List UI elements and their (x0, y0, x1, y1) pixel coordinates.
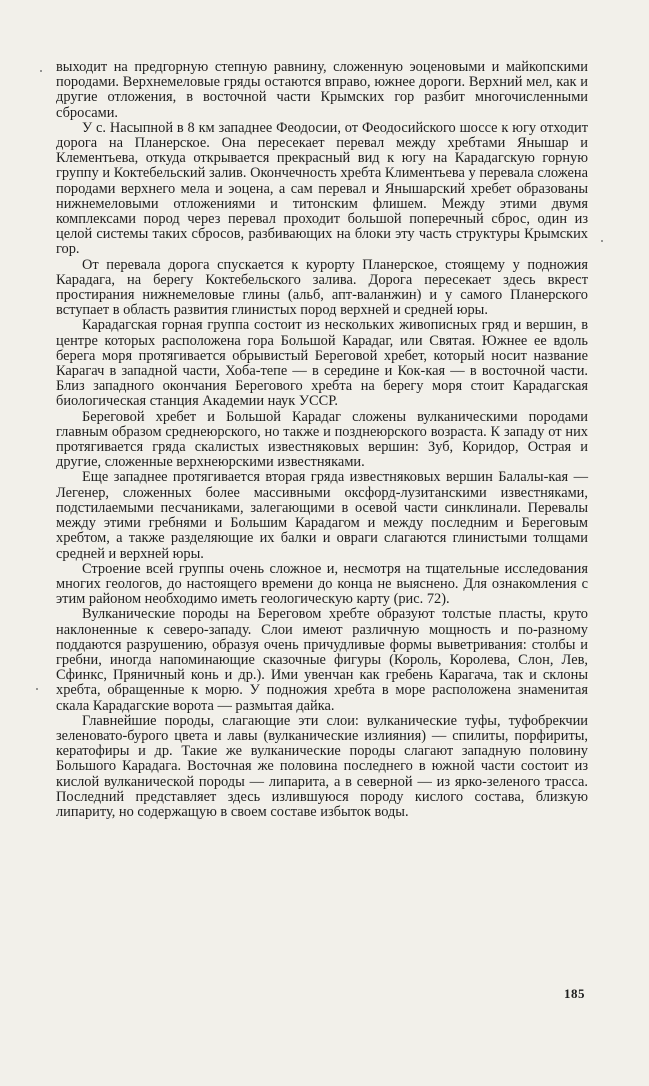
text-column (56, 60, 588, 820)
scan-speck (601, 240, 603, 242)
scan-speck (40, 70, 42, 72)
paragraph-9: Главнейшие породы, слагающие эти слои: вулканические туфы, туфобрекчии зеленовато-бурого цвета и лавы (вулканические излияния) — спилиты, порфириты, кератофиры и др. Такие же вулканические породы слагают западную половину Большого Карадага. Восточная же половина последнего в южной части состоит из кислой вулканической породы — липарита, а в северной — из ярко-зеленого трасса. Последний представляет здесь излившуюся породу кислого состава, близкую липариту, но содержащую в своем составе избыток воды. (56, 712, 588, 820)
paragraph-6: Еще западнее протягивается вторая гряда известняковых вершин Балалы-кая — Легенер, сложенных более массивными оксфорд-лузитанскими известняками, подстилаемыми песчаниками, залегающими в осевой части синклинали. Перевалы между этими гребнями и Большим Карадагом и между последним и Береговым хребтом, а также разделяющие их балки и овраги слагаются глинистыми толщами средней и верхней юры. (56, 469, 588, 562)
paragraph-8: Вулканические породы на Береговом хребте образуют толстые пласты, круто наклоненные к северо-западу. Слои имеют различную мощность и по-разному поддаются разрушению, образуя очень причудливые формы выветривания: столбы и гребни, иногда напоминающие сказочные фигуры (Король, Королева, Слон, Лев, Сфинкс, Пряничный конь и др.). Ими увенчан как гребень Карагача, так и склоны хребта, обращенные к морю. У подножия хребта в море расположена знаменитая скала Карадагские ворота — размытая дайка. (56, 606, 588, 714)
paragraph-2: У с. Насыпной в 8 км западнее Феодосии, от Феодосийского шоссе к югу отходит дорога на Планерское. Она пересекает перевал между хребтами Янышар и Клементьева, откуда открывается прекрасный вид к югу на Карадагскую горную группу и Коктебельский залив. Окончечность хребта Климентьева у перевала сложена породами верхнего мела и эоцена, а сам перевал и Янышарский хребет образованы нижнемеловыми отложениями и титонским флишем. Между этими двумя комплексами пород через перевал проходит большой поперечный сброс, один из целой системы таких сбросов, разбивающих на блоки эту часть структуры Крымских гор. (56, 119, 588, 258)
paragraph-5: Береговой хребет и Большой Карадаг сложены вулканическими породами главным образом среднеюрского, но также и позднеюрского возраста. К западу от них протягивается гряда скалистых известняковых вершин: Зуб, Коридор, Острая и другие, сложенные верхнеюрскими известняками. (56, 408, 588, 471)
page-number: 185 (564, 986, 585, 1001)
scan-speck (36, 688, 38, 690)
paragraph-1: выходит на предгорную степную равнину, сложенную эоценовыми и майкопскими породами. Верхнемеловые гряды остаются вправо, южнее дороги. Верхний мел, как и другие отложения, в восточной части Крымских гор разбит многочисленными сбросами. (56, 59, 588, 121)
paragraph-3: От перевала дорога спускается к курорту Планерское, стоящему у подножия Карадага, на берегу Коктебельского залива. Дорога пересекает здесь вкрест простирания нижнемеловые глины (альб, апт-валанжин) и у самого Планерского вступает в область развития глинистых пород верхней и средней юры. (56, 256, 588, 319)
paragraph-7: Строение всей группы очень сложное и, несмотря на тщательные исследования многих геологов, до настоящего времени до конца не выяснено. Для ознакомления с этим районом необходимо иметь геологическую карту (рис. 72). (56, 560, 588, 608)
paragraph-4: Карадагская горная группа состоит из нескольких живописных гряд и вершин, в центре которых расположена гора Большой Карадаг, или Святая. Южнее ее вдоль берега моря протягивается обрывистый Береговой хребет, который носит название Карагач в западной части, Хоба-тепе — в середине и Кок-кая — в восточной части. Близ западного окончания Берегового хребта на берегу моря стоит Карадагская биологическая станция Академии наук УССР. (56, 317, 588, 410)
